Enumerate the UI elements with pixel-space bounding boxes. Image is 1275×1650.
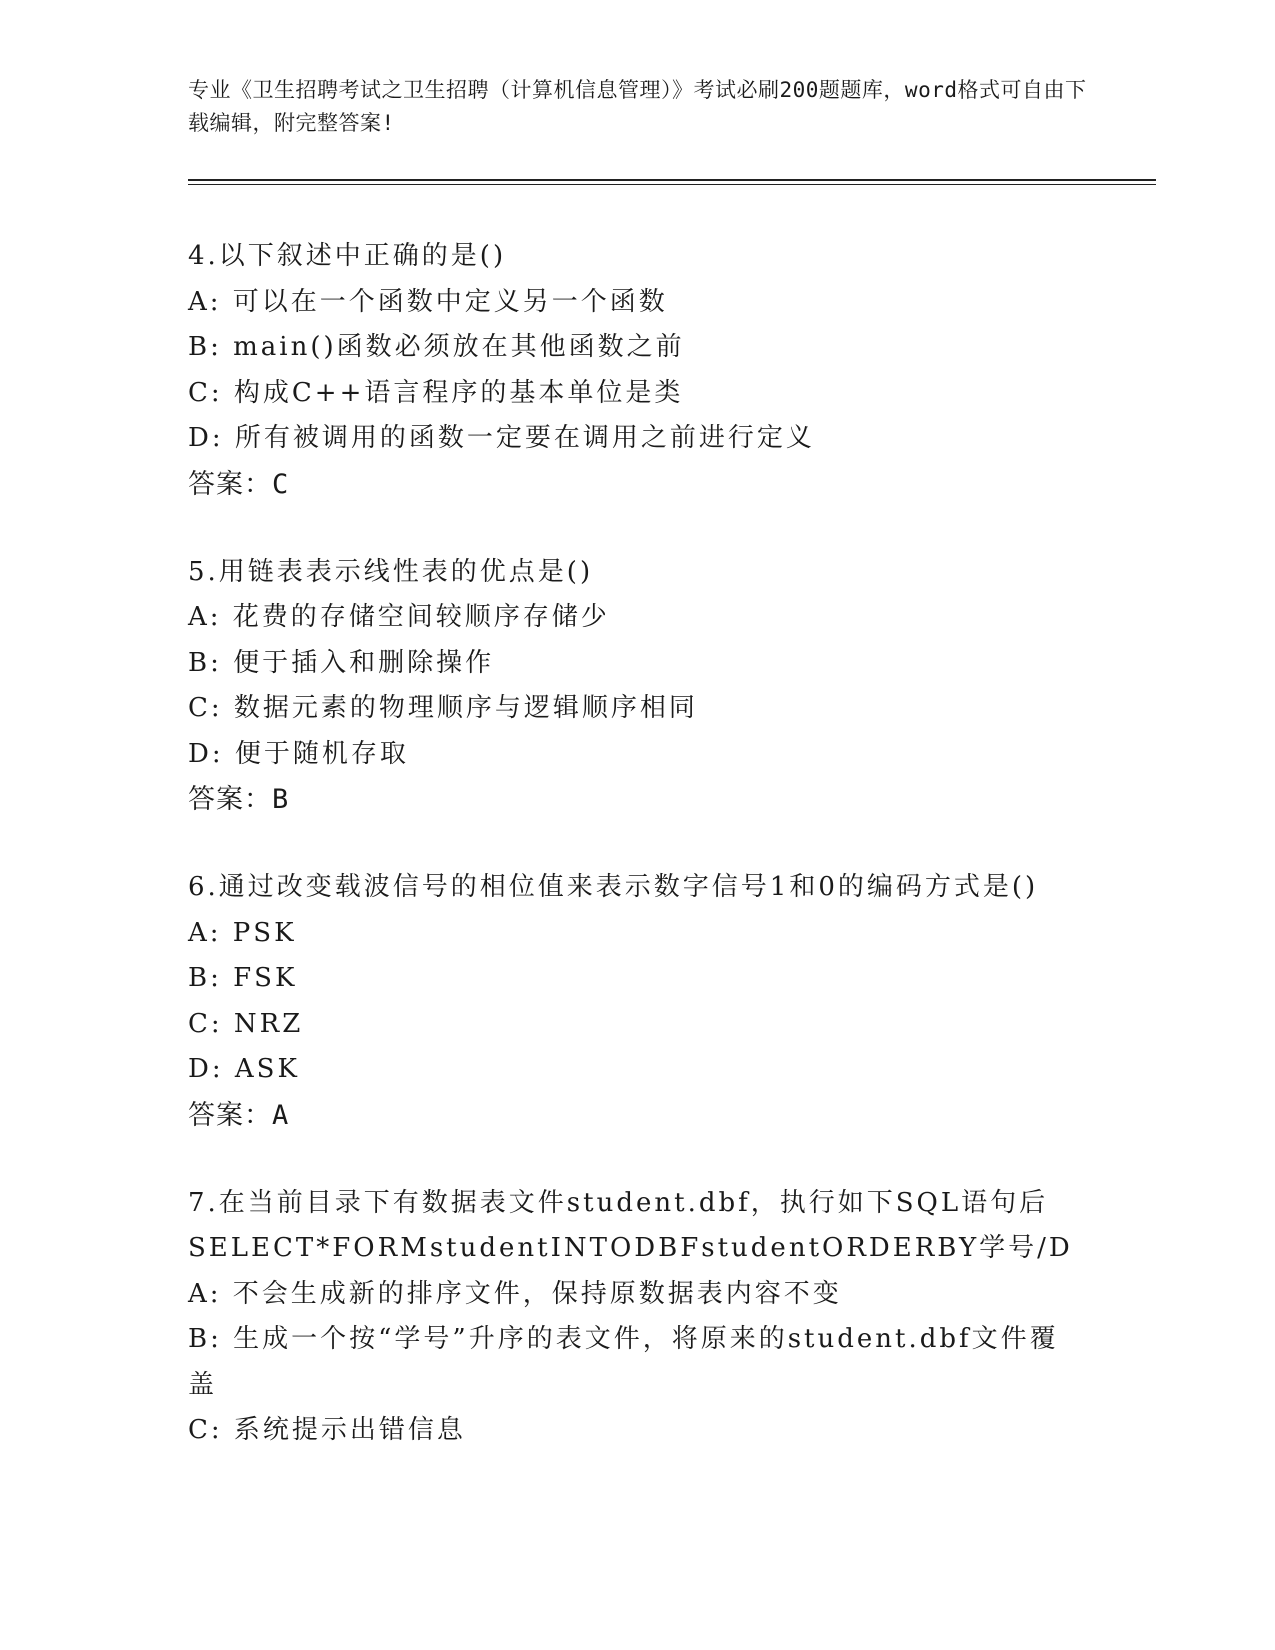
header-divider-thin [188, 184, 1156, 185]
question-stem-line-1: 7.在当前目录下有数据表文件student.dbf，执行如下SQL语句后 [188, 1187, 1049, 1218]
answer-label: 答案：A [188, 1099, 290, 1131]
question-list [188, 234, 1088, 1497]
question-stem: 6.通过改变载波信号的相位值来表示数字信号1和0的编码方式是() [188, 872, 1039, 902]
question-6 [188, 865, 1088, 1138]
option-a: A: PSK [188, 917, 297, 948]
option-a: A: 花费的存储空间较顺序存储少 [188, 602, 610, 632]
option-d: D: 便于随机存取 [188, 738, 409, 769]
answer-label: 答案：B [188, 784, 290, 815]
question-stem: 5.用链表表示线性表的优点是() [188, 556, 594, 587]
question-7 [188, 1181, 1088, 1454]
option-c: C: 数据元素的物理顺序与逻辑顺序相同 [188, 693, 698, 723]
option-b: B: FSK [188, 963, 298, 993]
option-a: A: 不会生成新的排序文件，保持原数据表内容不变 [188, 1278, 842, 1309]
option-b: B: 生成一个按“学号”升序的表文件，将原来的student.dbf文件覆盖 [188, 1324, 1059, 1400]
option-c: C: 系统提示出错信息 [188, 1415, 466, 1445]
question-5 [188, 550, 1088, 823]
question-stem: 4.以下叙述中正确的是() [188, 241, 507, 271]
option-c: C: NRZ [188, 1008, 304, 1039]
option-a: A: 可以在一个函数中定义另一个函数 [188, 286, 668, 317]
document-header: 专业《卫生招聘考试之卫生招聘（计算机信息管理）》考试必刷200题题库，word格式可自由下载编辑，附完整答案! [188, 78, 1087, 135]
option-b: B: main()函数必须放在其他函数之前 [188, 332, 685, 362]
option-d: D: ASK [188, 1054, 300, 1084]
answer-label: 答案：C [188, 468, 290, 500]
question-stem-line-2: SELECT*FORMstudentINTODBFstudentORDERBY学号/D [188, 1233, 1073, 1263]
question-4 [188, 234, 1088, 507]
option-b: B: 便于插入和删除操作 [188, 647, 495, 678]
option-c: C: 构成C++语言程序的基本单位是类 [188, 377, 684, 408]
option-d: D: 所有被调用的函数一定要在调用之前进行定义 [188, 423, 815, 453]
header-divider-thick [188, 179, 1156, 181]
